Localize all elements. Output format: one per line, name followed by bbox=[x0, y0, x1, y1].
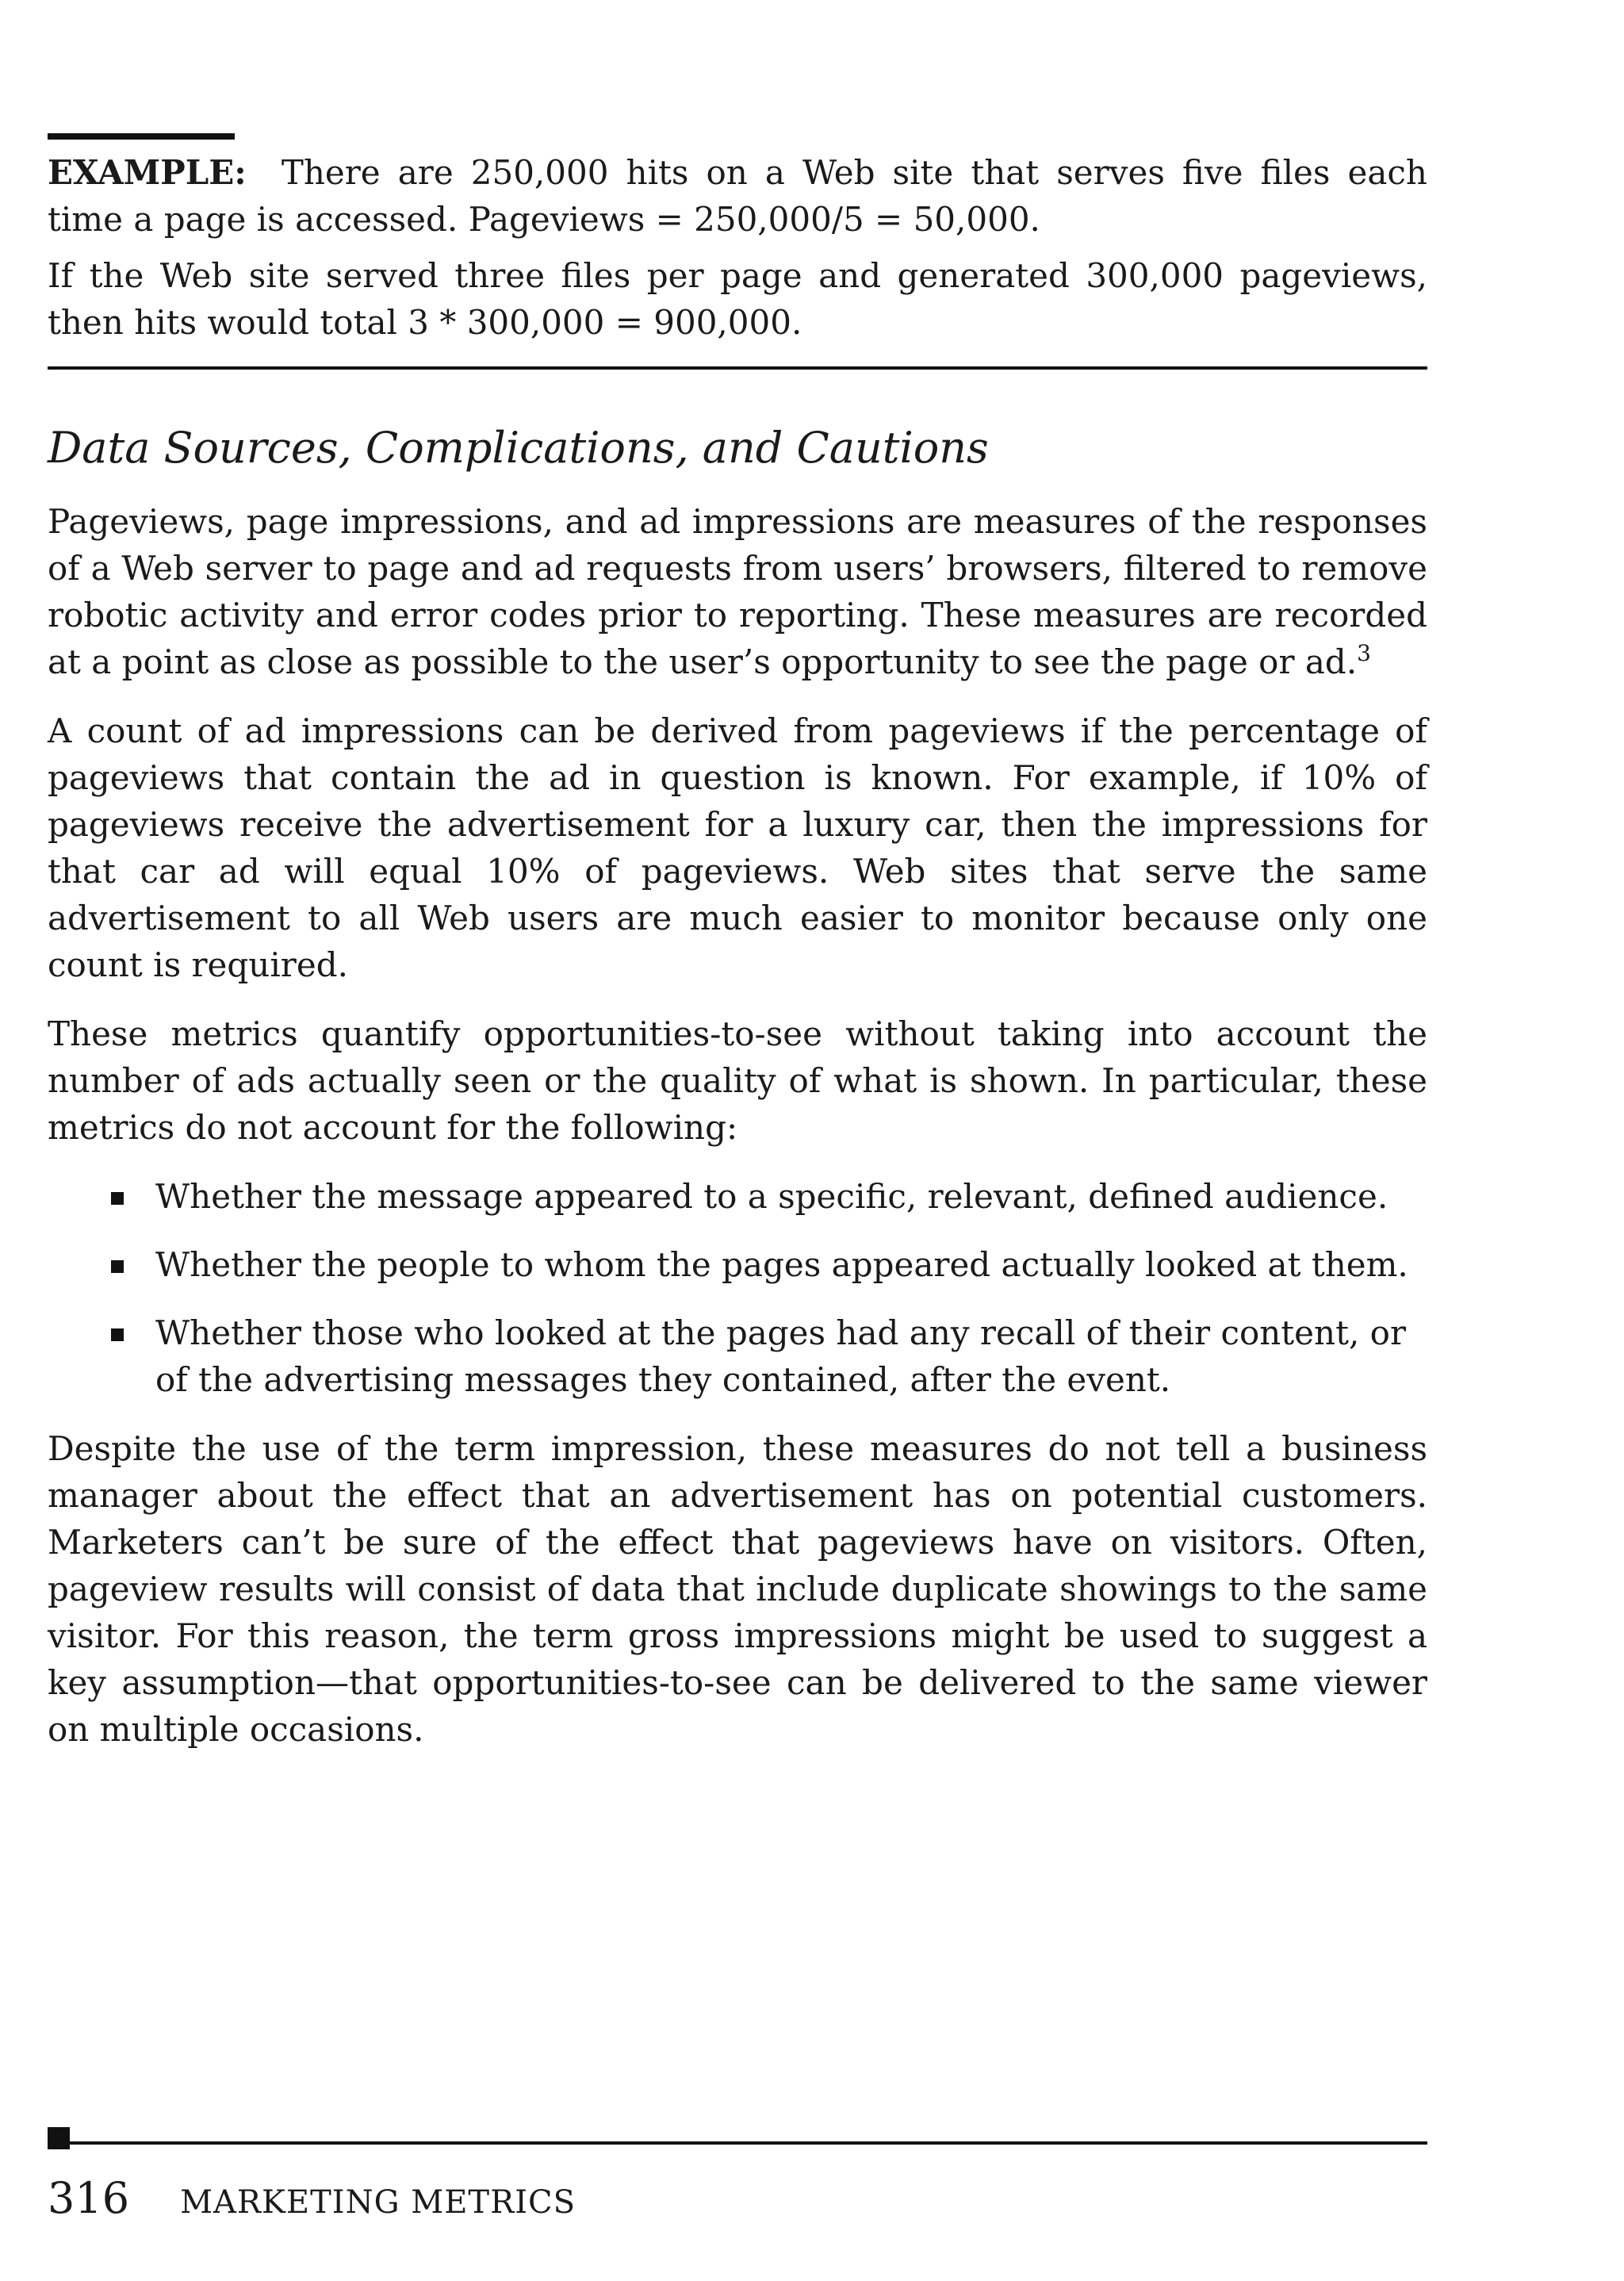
list-item-text: Whether the people to whom the pages appeared actually looked at them. bbox=[155, 1245, 1408, 1284]
list-item bbox=[155, 1173, 1427, 1220]
example-paragraph-1 bbox=[48, 149, 1427, 243]
square-bullet-icon bbox=[111, 1328, 124, 1341]
list-item bbox=[155, 1309, 1427, 1403]
paragraph-ad-impressions: A count of ad impressions can be derived from pageviews if the percentage of pageviews that contain the ad in question is known. For example, if 10% of pageviews receive the advertisement for a luxury car, then the impressions for that car ad will equal 10% of pageviews. Web sites that serve the same advertisement to all Web users are much easier to monitor because only one count is required. bbox=[48, 711, 1427, 984]
square-bullet-icon bbox=[111, 1260, 124, 1273]
list-item-text: Whether the message appeared to a specific, relevant, defined audience. bbox=[155, 1177, 1388, 1216]
example-bottom-rule bbox=[48, 366, 1427, 370]
footnote-reference: 3 bbox=[1357, 640, 1371, 666]
list-item-text: Whether those who looked at the pages had any recall of their content, or of the advertising messages they contained, after the event. bbox=[155, 1313, 1407, 1399]
section-body bbox=[48, 498, 1427, 1775]
example-line-1: There are 250,000 hits on a Web site that serves five files each time a page is accessed. Pageviews = 250,000/5 = 50,000. bbox=[48, 153, 1427, 239]
page-number: 316 bbox=[48, 2173, 130, 2223]
example-box bbox=[48, 149, 1427, 355]
example-label: EXAMPLE: bbox=[48, 153, 247, 192]
paragraph-opportunities-to-see: These metrics quantify opportunities-to-see without taking into account the number of ads actually seen or the quality of what is shown. In particular, these metrics do not account for the following: bbox=[48, 1014, 1427, 1147]
example-top-bar bbox=[48, 133, 235, 140]
running-title: MARKETING METRICS bbox=[180, 2184, 576, 2221]
paragraph-1-text: Pageviews, page impressions, and ad impressions are measures of the responses of a Web server to page and ad requests from users’ browsers, filtered to remove robotic activity and error codes prior to reporting. These measures are recorded at a point as close as possible to the user’s opportunity to see the page or ad. bbox=[48, 502, 1427, 681]
page-footer bbox=[48, 2173, 576, 2223]
section-heading: Data Sources, Complications, and Cautions bbox=[48, 423, 989, 473]
cautions-list bbox=[48, 1173, 1427, 1403]
square-bullet-icon bbox=[111, 1192, 124, 1205]
list-item bbox=[155, 1241, 1427, 1288]
footer-square-marker bbox=[48, 2127, 70, 2149]
footer-rule bbox=[48, 2141, 1427, 2145]
example-paragraph-2: If the Web site served three files per page and generated 300,000 pageviews, then hits would total 3 * 300,000 = 900,000. bbox=[48, 256, 1427, 342]
paragraph-gross-impressions: Despite the use of the term impression, these measures do not tell a business manager about the effect that an advertisement has on potential customers. Marketers can’t be sure of the effect that pageviews have on visitors. Often, pageview results will consist of data that include duplicate showings to the same visitor. For this reason, the term gross impressions might be used to suggest a key assumption—that opportunities-to-see can be delivered to the same viewer on multiple occasions. bbox=[48, 1429, 1427, 1749]
paragraph-pageviews-definition bbox=[48, 498, 1427, 685]
